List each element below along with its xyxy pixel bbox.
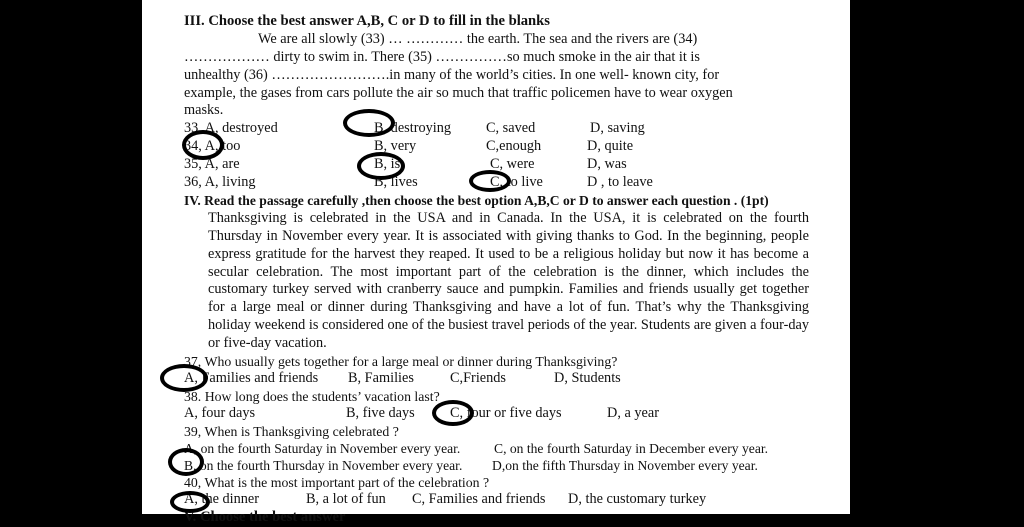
option-39c: C, on the fourth Saturday in December every year.	[494, 441, 769, 457]
option-38b: B, five days	[346, 405, 415, 422]
question-37: 37, Who usually gets together for a large meal or dinner during Thanksgiving?	[184, 354, 618, 370]
question-39-options-bd	[184, 457, 809, 474]
passage-line: masks.	[184, 102, 224, 119]
passage-line: ……………… dirty to swim in. There (35) ……………so much smoke in the air that it is	[184, 48, 700, 65]
worksheet-content	[184, 13, 809, 527]
question-39-options-ac	[184, 440, 809, 457]
option-40b: B, a lot of fun	[306, 490, 386, 507]
option-39d: D,on the fifth Thursday in November every year.	[492, 457, 758, 473]
question-40: 40, What is the most important part of the celebration ?	[184, 474, 490, 490]
worksheet-page	[142, 0, 850, 525]
option-40d: D, the customary turkey	[568, 490, 707, 507]
answer-circle-34a	[182, 130, 224, 160]
question-39: 39, When is Thanksgiving celebrated ?	[184, 424, 399, 440]
answer-circle-37a	[160, 364, 208, 392]
option-37c: C,Friends	[450, 370, 507, 387]
passage-line: example, the gases from cars pollute the air so much that traffic policemen have to wear oxygen	[184, 84, 733, 101]
option-36b: B, lives	[374, 174, 418, 191]
reading-passage: Thanksgiving is celebrated in the USA and in Canada. In the USA, it is celebrated on the fourth Thursday in November every year. It is associated with giving thanks to God. In the beginning, people express gratitude for the harvest they reaped. It used to be a religious holiday but now it has become a secular celebration. The most important part of the celebration is the dinner, which includes the customary turkey served with cranberry sauce and pumpkin. Families and friends usually get together for a large meal or dinner during Thanksgiving and have a lot of fun. That’s why the Thanksgiving holiday weekend is considered one of the busiest travel periods of the year. Students are given a four-day or five-day vacation.	[208, 209, 809, 352]
option-35d: D, was	[587, 156, 627, 173]
question-34-options	[184, 138, 809, 156]
passage-line: unhealthy (36) …………………….in many of the world’s cities. In one well- known city, for	[184, 66, 720, 83]
option-40c: C, Families and friends	[412, 490, 546, 507]
option-34a: 34, A, too	[184, 138, 241, 155]
option-35a: 35, A, are	[184, 156, 240, 173]
question-37-options	[184, 370, 809, 388]
option-36a: 36, A, living	[184, 174, 256, 191]
section4-heading: IV. Read the passage carefully ,then choose the best option A,B,C or D to answer each question . (1pt)	[184, 192, 769, 208]
answer-circle-36c	[469, 170, 511, 192]
section3-heading: III. Choose the best answer A,B, C or D to fill in the blanks	[184, 13, 550, 29]
option-39b: B, on the fourth Thursday in November every year.	[184, 457, 463, 473]
option-33d: D, saving	[590, 120, 645, 137]
option-36c: C, to live	[490, 174, 543, 191]
option-38d: D, a year	[607, 405, 659, 422]
passage-line: We are all slowly (33) … ………… the earth. The sea and the rivers are (34)	[258, 30, 698, 47]
option-37a: A, Families and friends	[184, 370, 319, 387]
option-37b: B, Families	[348, 370, 414, 387]
answer-circle-39b	[168, 448, 204, 476]
option-33c: C, saved	[486, 120, 536, 137]
question-38-options	[184, 405, 809, 423]
answer-circle-35b	[357, 152, 405, 180]
question-38: 38. How long does the students’ vacation last?	[184, 389, 440, 405]
question-33-options	[184, 120, 809, 138]
option-35c: C, were	[490, 156, 535, 173]
answer-circle-40a	[170, 491, 210, 513]
option-38c: C, four or five days	[450, 405, 562, 422]
option-37d: D, Students	[554, 370, 621, 387]
section5-heading: V. Choose the best answer	[184, 508, 346, 525]
question-40-options	[184, 491, 809, 509]
option-40a: A, the dinner	[184, 490, 260, 507]
option-34d: D, quite	[587, 138, 634, 155]
option-35b: B, is	[374, 156, 401, 173]
option-33b: B, destroying	[374, 120, 452, 137]
option-34b: B, very	[374, 138, 417, 155]
option-38a: A, four days	[184, 405, 256, 422]
option-39a: A, on the fourth Saturday in November every year.	[184, 441, 461, 457]
answer-circle-38c	[432, 400, 474, 426]
option-33a: 33, A, destroyed	[184, 120, 278, 137]
option-36d: D , to leave	[587, 174, 653, 191]
answer-circle-33b	[343, 109, 395, 137]
option-34c: C,enough	[486, 138, 542, 155]
